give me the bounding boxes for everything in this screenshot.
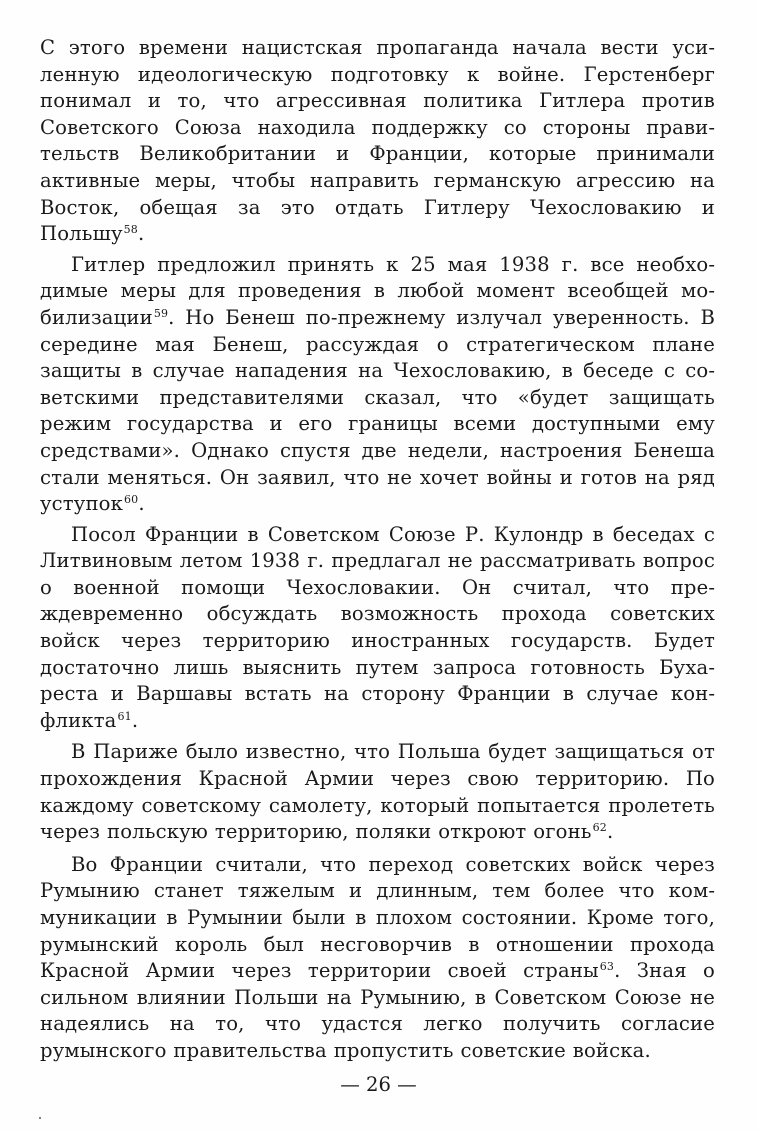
paragraph-text: . xyxy=(131,708,139,732)
body-text xyxy=(40,35,715,1065)
paragraph-text: Во Франции считали, что переход советских войск через Румынию станет тяжелым и длинным, тем более что коммуникации в Румынии были в плохом состоянии. Кроме того, румынский король был несговорчив в отношении прохода Красной Армии через территории своей страны xyxy=(40,852,715,983)
paragraph xyxy=(40,852,715,1065)
paragraph-text: Гитлер предложил принять к 25 мая 1938 г. все необходимые меры для проведения в любой момент всеобщей мобилизации xyxy=(40,252,715,329)
paragraph-text: С этого времени нацистская пропаганда начала вести усиленную идеологическую подготовку к войне. Герстенберг понимал и то, что агрессивная политика Гитлера против Советского Союза находила поддержку со стороны правительств Великобритании и Франции, которые принимали активные меры, чтобы направить германскую агрессию на Восток, обещая за это отдать Гитлеру Чехословакию и Польшу xyxy=(40,36,715,246)
footnote-marker: 59 xyxy=(153,306,169,320)
footnote-marker: 58 xyxy=(123,223,138,237)
footnote-marker: 61 xyxy=(117,709,132,723)
paragraph xyxy=(40,739,715,845)
page-number: — 26 — xyxy=(340,1073,417,1096)
paragraph-text: В Париже было известно, что Польша будет защищаться от прохождения Красной Армии через свою территорию. По каждому советскому самолету, который попытается пролететь через польскую территорию, поляки откроют огонь xyxy=(40,740,715,844)
footnote-marker: 63 xyxy=(599,960,615,974)
paragraph-text: . xyxy=(137,222,145,246)
paragraph-text: . Зная о сильном влиянии Польши на Румынию, в Советском Союзе не надеялись на то, что удастся легко получить согласие румынского правительства пропустить советские войска. xyxy=(40,959,715,1062)
paragraph xyxy=(40,522,715,735)
footnote-marker: 62 xyxy=(592,821,607,835)
paragraph-text: . xyxy=(138,492,145,516)
paragraph-text: Посол Франции в Советском Союзе Р. Кулондр в беседах с Литвиновым летом 1938 г. предлагал не рассматривать вопрос о военной помощи Чехословакии. Он считал, что преждевременно обсуждать возможность прохода советских войск через территорию иностранных государств. Будет достаточно лишь выяснить путем запроса готовность Бухареста и Варшавы встать на сторону Франции в случае конфликта xyxy=(40,522,715,732)
footnote-marker: 60 xyxy=(124,493,139,507)
scan-speck xyxy=(39,1117,41,1119)
paragraph xyxy=(40,35,715,248)
paragraph-text: . Но Бенеш по-прежнему излучал уверенность. В середине мая Бенеш, рассуждая о стратегическом плане защиты в случае нападения на Чехословакию, в беседе с советскими представителями сказал, что «будет защищать режим государства и его границы всеми доступными ему средствами». Однако спустя две недели, настроения Бенеша стали меняться. Он заявил, что не хочет войны и готов на ряд уступок xyxy=(40,305,715,516)
paragraph-text: . xyxy=(606,820,614,844)
paragraph xyxy=(40,252,715,518)
